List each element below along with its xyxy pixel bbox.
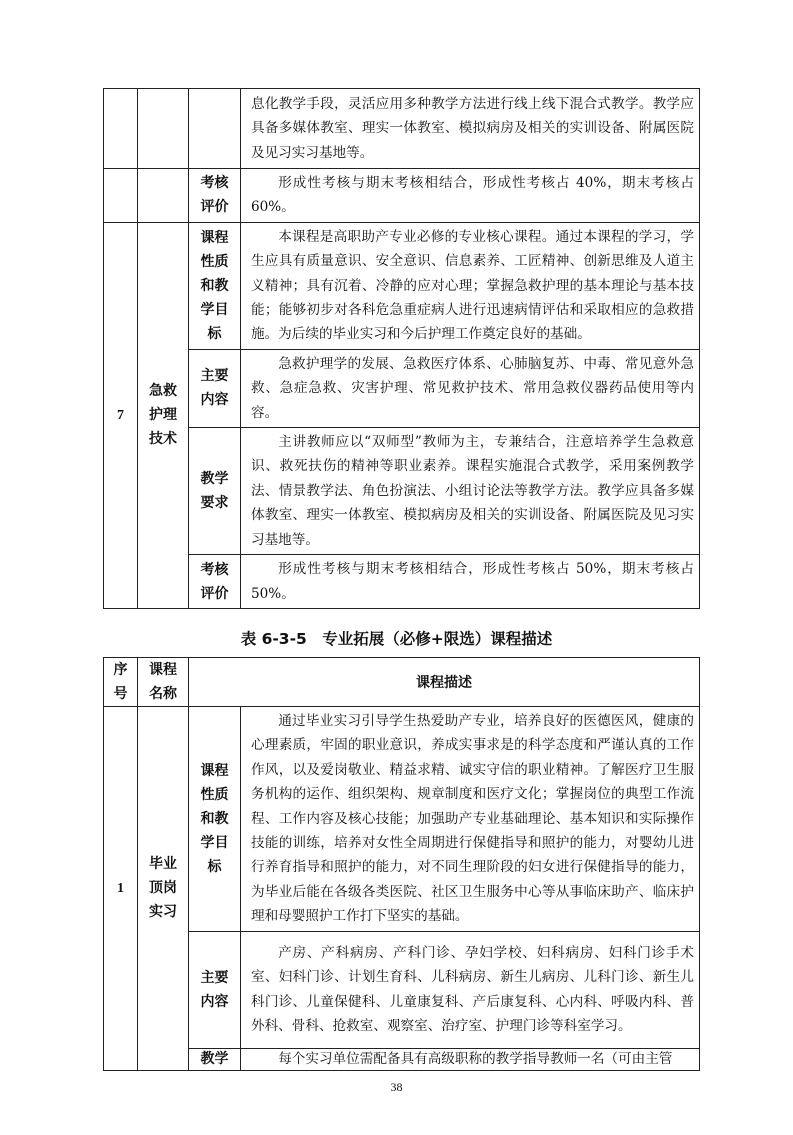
description-text: 产房、产科病房、产科门诊、孕妇学校、妇科病房、妇科门诊手术室、妇科门诊、计划生育科、儿科病房、新生儿病房、儿科门诊、新生儿科门诊、儿童保健科、儿童康复科、产后康复科、心内科、呼吸内科、普外科、骨科、抢救室、观察室、治疗室、护理门诊等科室学习。 bbox=[251, 944, 694, 1034]
header-description: 课程描述 bbox=[189, 657, 700, 706]
row-label: 主要内容 bbox=[200, 368, 229, 409]
course-table-continued bbox=[103, 88, 700, 609]
name-cell-empty bbox=[138, 89, 189, 169]
row-label: 教学 bbox=[200, 1051, 229, 1068]
course-description-table bbox=[103, 657, 700, 1071]
description-text: 每个实习单位需配备具有高级职称的教学指导教师一名（可由主管 bbox=[278, 1051, 673, 1068]
course-number: 7 bbox=[117, 407, 124, 423]
page-number: 38 bbox=[390, 1079, 403, 1094]
course-name: 毕业顶岗实习 bbox=[149, 856, 177, 921]
table-row bbox=[104, 89, 700, 169]
description-text: 主讲教师应以“双师型”教师为主，专兼结合，注意培养学生急救意识、救死扶伤的精神等职业素养。课程实施混合式教学，采用案例教学法、情景教学法、角色扮演法、小组讨论法等教学方法。教学应具备多媒体教室、理实一体教室、模拟病房及相关的实训设备、附属医院及见习实习基地等。 bbox=[251, 434, 694, 548]
table-row bbox=[104, 931, 700, 1048]
table-row bbox=[104, 555, 700, 609]
table-row bbox=[104, 1048, 700, 1070]
row-label: 考核评价 bbox=[200, 561, 229, 602]
description-text: 形成性考核与期末考核相结合，形成性考核占 50%，期末考核占 50%。 bbox=[251, 561, 694, 602]
description-text: 本课程是高职助产专业必修的专业核心课程。通过本课程的学习，学生应具有质量意识、安全意识、信息素养、工匠精神、创新思维及人道主义精神；具有沉着、冷静的应对心理；掌握急救护理的基本理论与基本技能；能够初步对各科危急重症病人进行迅速病情评估和采取相应的急救措施。为后续的毕业实习和今后护理工作奠定良好的基础。 bbox=[251, 228, 694, 343]
label-cell-empty bbox=[189, 89, 241, 169]
table-row bbox=[104, 349, 700, 427]
row-label: 考核评价 bbox=[200, 175, 229, 216]
course-number: 1 bbox=[117, 880, 124, 896]
course-name: 急救护理技术 bbox=[149, 383, 177, 448]
header-number: 序号 bbox=[113, 661, 128, 702]
table-row bbox=[104, 169, 700, 223]
table-caption: 表 6-3-5 专业拓展（必修+限选）课程描述 bbox=[240, 629, 553, 648]
table-row bbox=[104, 706, 700, 931]
row-label: 课程性质和教学目标 bbox=[200, 229, 229, 342]
row-label: 主要内容 bbox=[200, 969, 229, 1010]
row-label: 课程性质和教学目标 bbox=[200, 762, 229, 875]
description-text: 急救护理学的发展、急救医疗体系、心肺脑复苏、中毒、常见意外急救、急症急救、灾害护理、常见救护技术、常用急救仪器药品使用等内容。 bbox=[251, 355, 694, 421]
description-text: 形成性考核与期末考核相结合，形成性考核占 40%，期末考核占 60%。 bbox=[251, 175, 694, 216]
header-name: 课程名称 bbox=[149, 661, 177, 702]
row-label: 教学要求 bbox=[200, 471, 229, 512]
table-header-row bbox=[104, 657, 700, 706]
description-text: 通过毕业实习引导学生热爱助产专业，培养良好的医德医风，健康的心理素质，牢固的职业意识，养成实事求是的科学态度和严谨认真的工作作风，以及爱岗敬业、精益求精、诚实守信的职业精神。了解医疗卫生服务机构的运作、组织架构、规章制度和医疗文化；掌握岗位的典型工作流程、工作内容及核心技能；加强助产专业基础理论、基本知识和实际操作技能的训练，培养对女性全周期进行保健指导和照护的能力，对婴幼儿进行养育指导和照护的能力，对不同生理阶段的妇女进行保健指导的能力，为毕业后能在各级各类医院、社区卫生服务中心等从事临床助产、临床护理和母婴照护工作打下坚实的基础。 bbox=[251, 712, 694, 925]
number-cell-empty bbox=[104, 89, 138, 169]
table-row bbox=[104, 428, 700, 555]
description-text: 息化教学手段，灵活应用多种教学方法进行线上线下混合式教学。教学应具备多媒体教室、理实一体教室、模拟病房及相关的实训设备、附属医院及见习实习基地等。 bbox=[251, 95, 694, 161]
table-row bbox=[104, 222, 700, 349]
